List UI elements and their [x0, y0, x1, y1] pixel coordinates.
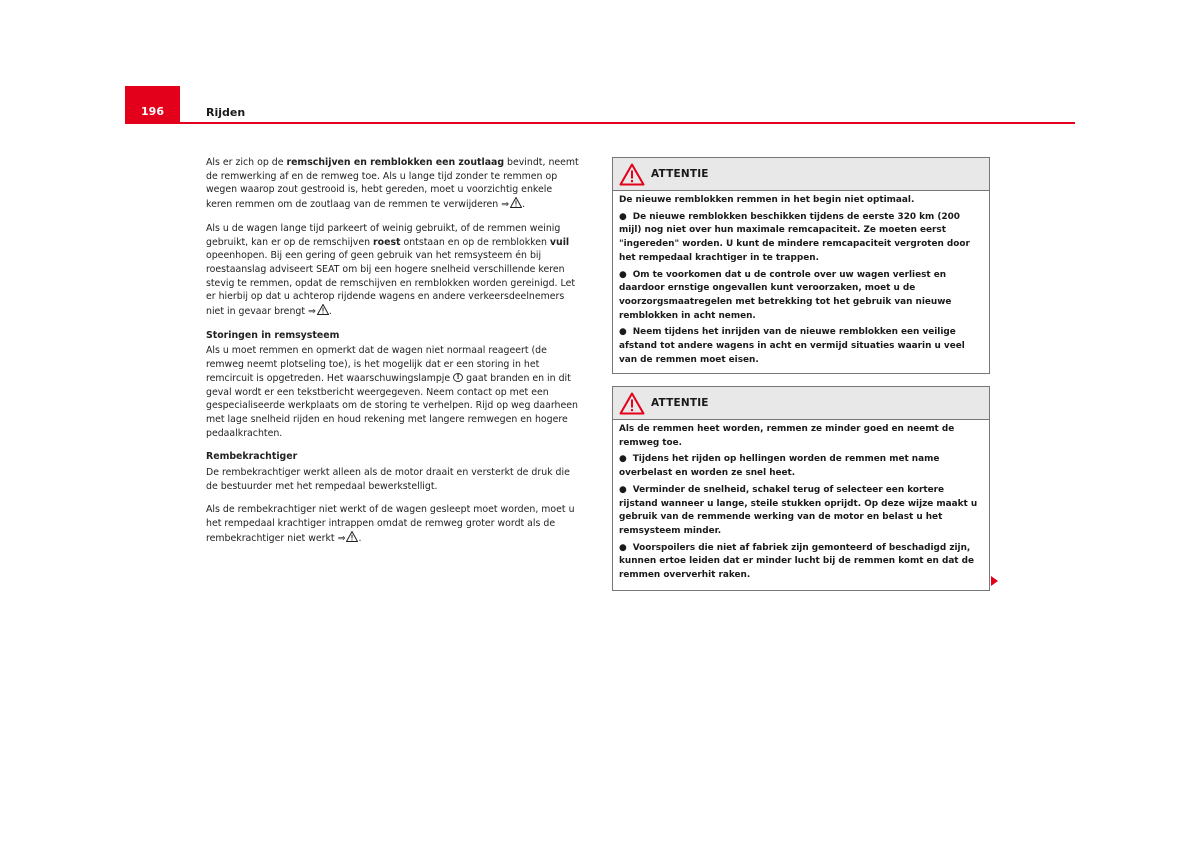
bold-text: roest — [373, 236, 401, 248]
warning-triangle-icon — [619, 392, 645, 415]
text: Voorspoilers die niet af fabriek zijn gemonteerd of beschadigd zijn, kunnen ertoe leiden dat er minder lucht bij de remmen komt en dat de remmen oververhit raken. — [619, 542, 975, 581]
text: . — [522, 199, 526, 211]
text: Om te voorkomen dat u de controle over uw wagen verliest en daardoor ernstige ongevallen kunt veroorzaken, moet u de voorzorgsmaatregelen met betrekking tot het gebruik van nieuwe remblokken in acht nemen. — [619, 269, 952, 321]
attention-bullet — [619, 326, 983, 367]
attention-bullet — [619, 269, 983, 324]
bullet-icon: ● — [619, 542, 627, 553]
bold-text: remschijven en remblokken een zoutlaag — [286, 157, 505, 168]
attention-body — [613, 420, 989, 583]
warning-triangle-icon — [619, 163, 645, 186]
text: Als de rembekrachtiger niet werkt of de wagen gesleept moet worden, moet u het rempedaal krachtiger intrappen omdat de remweg groter wordt als de rembekrachtiger niet werkt ⇒ — [206, 504, 575, 544]
text: Verminder de snelheid, schakel terug of selecteer een kortere rijstand wanneer u lange, steile stukken oprijdt. Op deze wijze maakt u gebruik van de remmende werking van de motor en belast u het remsysteem minder. — [619, 484, 978, 536]
bullet-icon: ● — [619, 269, 627, 280]
heading-rembekrachtiger: Rembekrachtiger — [206, 451, 298, 463]
warning-triangle-icon — [346, 531, 358, 542]
attention-header — [613, 387, 989, 420]
text: Tijdens het rijden op hellingen worden de remmen met name overbelast en worden ze snel heet. — [619, 454, 940, 479]
attention-bullet — [619, 484, 983, 539]
text: Als er zich op de — [206, 157, 287, 168]
attention-body — [613, 191, 989, 367]
paragraph-storingen — [206, 344, 581, 440]
attention-header — [613, 158, 989, 191]
text: Als u moet remmen en opmerkt dat de wagen niet normaal reageert (de remweg neemt plotseling toe), is het mogelijk dat er een storing in het remcircuit is opgetreden. Het waarschuwingslampje — [206, 345, 547, 384]
header-rule — [125, 122, 1075, 124]
left-column — [206, 156, 581, 556]
bullet-icon: ● — [619, 454, 627, 465]
continue-arrow-icon — [991, 576, 998, 586]
text: gaat branden en in dit geval wordt er een tekstbericht weergegeven. Neem contact op met een gespecialiseerde werkplaats om de storing te verhelpen. Rijd op weg daarheen met lage snelheid rijden en houd rekening met langere remwegen en hogere pedaalkrachten. — [206, 372, 578, 439]
page-number: 196 — [125, 86, 180, 122]
warning-triangle-icon — [317, 304, 329, 315]
bullet-icon: ● — [619, 211, 627, 222]
attention-bullet — [619, 453, 983, 480]
bullet-icon: ● — [619, 327, 627, 338]
attention-box-hot-brakes — [612, 386, 990, 591]
bold-text: vuil — [549, 236, 570, 248]
text: Neem tijdens het inrijden van de nieuwe remblokken een veilige afstand tot andere wagens in acht en vermijd situaties waarin u veel van de remmen moet eisen. — [619, 327, 965, 365]
bullet-icon: ● — [619, 484, 627, 495]
text: opeenhopen. Bij een gering of geen gebruik van het remsysteem én bij roestaanslag adviseert SEAT om bij een hogere snelheid verschillende keren stevig te remmen, opdat de remschijven en remblokken worden gereinigd. Let er hierbij op dat u achterop rijdende wagens en andere verkeersdeelnemers niet in gevaar brengt ⇒ — [206, 250, 576, 318]
text: De nieuwe remblokken beschikken tijdens de eerste 320 km (200 mijl) nog niet over hun maximale remcapaciteit. Ze moeten eerst "ingereden" worden. U kunt de mindere remcapaciteit vergroten door het rempedaal krachtiger in te trappen. — [619, 211, 970, 263]
paragraph-rembekrachtiger-2 — [206, 503, 581, 545]
attention-bullet — [619, 211, 983, 266]
warning-triangle-icon — [510, 197, 522, 208]
text: . — [358, 532, 362, 544]
brake-warning-lamp-icon — [453, 373, 463, 382]
attention-intro: Als de remmen heet worden, remmen ze minder goed en neemt de remweg toe. — [619, 424, 955, 448]
attention-title: ATTENTIE — [651, 168, 709, 180]
attention-intro: De nieuwe remblokken remmen in het begin niet optimaal. — [619, 195, 915, 205]
heading-storingen: Storingen in remsysteem — [206, 329, 340, 341]
paragraph-roest — [206, 222, 581, 319]
paragraph-zoutlaag — [206, 156, 581, 212]
text: bevindt, neemt de remwerking af en de remweg toe. Als u lange tijd zonder te remmen op wegen waarop zout gestrooid is, hebt gereden, moet u voorzichtig enkele keren remmen om de zoutlaag van de remmen te verwijderen ⇒ — [206, 157, 579, 211]
attention-box-new-brake-pads — [612, 157, 990, 374]
section-title: Rijden — [206, 106, 246, 119]
attention-title: ATTENTIE — [651, 397, 709, 409]
text: Als u de wagen lange tijd parkeert of weinig gebruikt, of de remmen weinig gebruikt, kan er op de remschijven — [206, 222, 561, 248]
paragraph-rembekrachtiger-1: De rembekrachtiger werkt alleen als de motor draait en versterkt de druk die de bestuurder met het rempedaal bewerkstelligt. — [206, 467, 570, 492]
text: ontstaan en op de remblokken — [400, 236, 550, 248]
text: . — [328, 306, 332, 318]
attention-bullet — [619, 542, 983, 583]
